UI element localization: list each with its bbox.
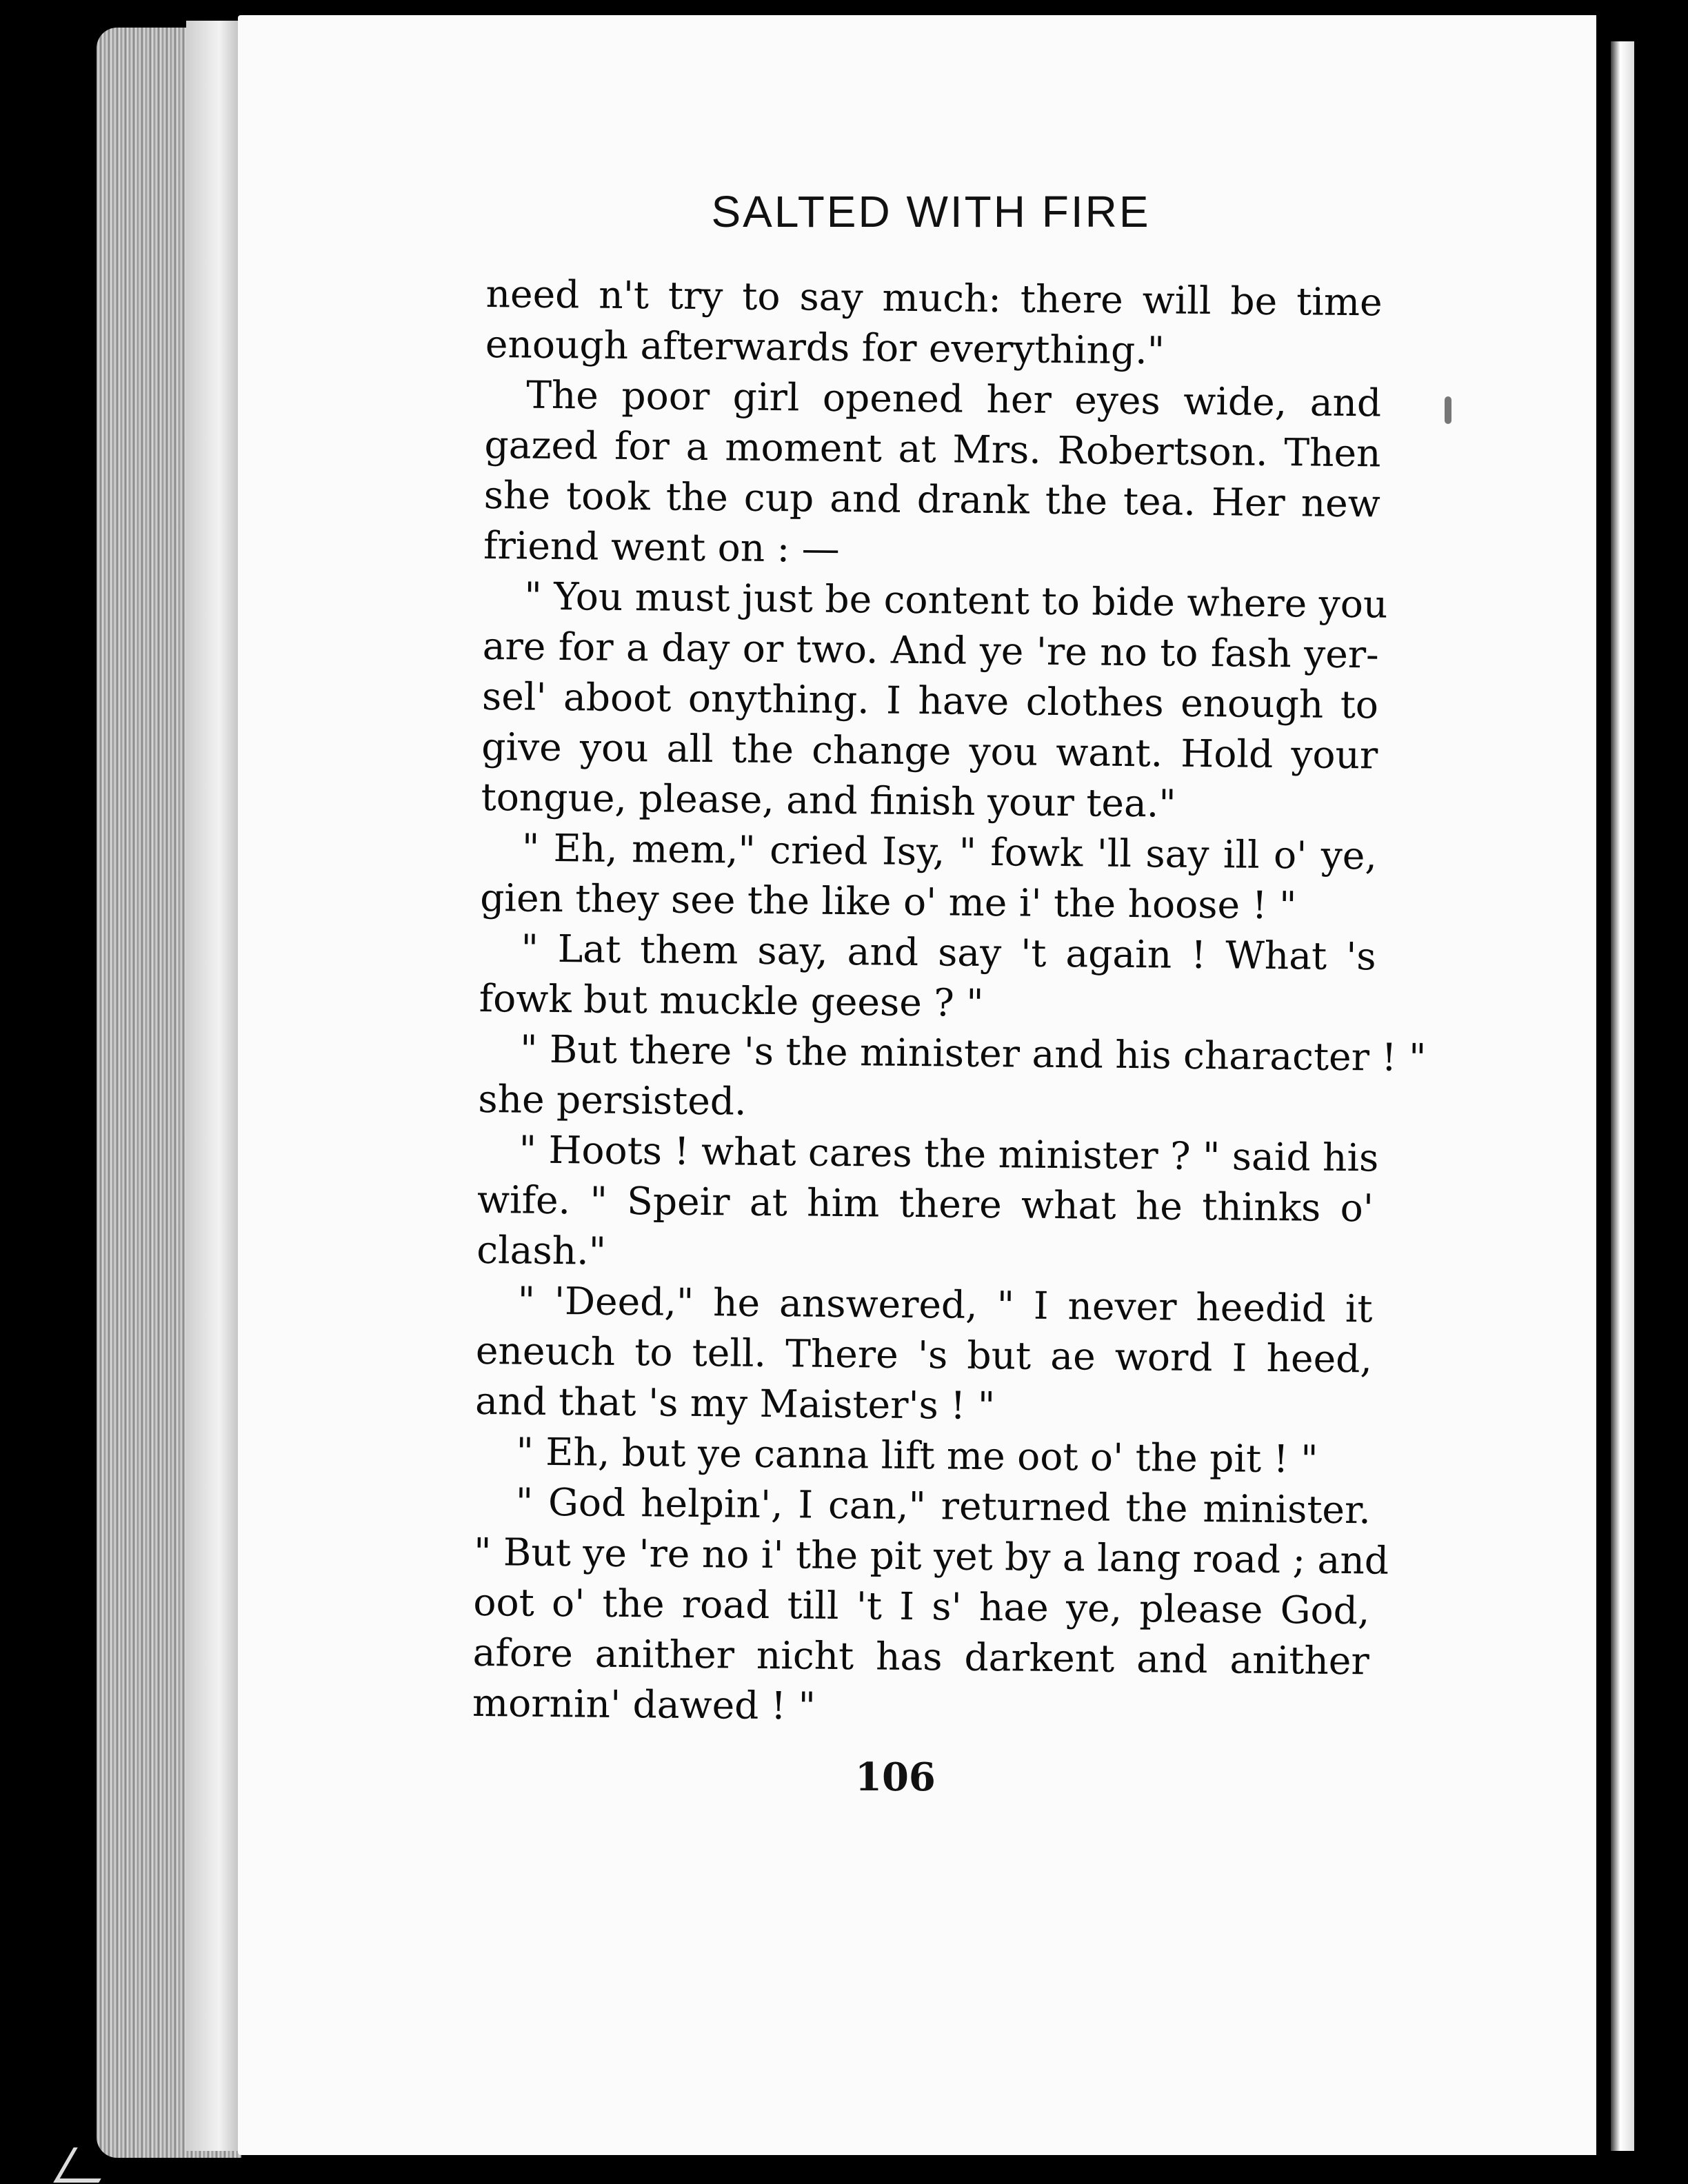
text-line: " 'Deed," he answered, " I never heedid it (517, 1278, 1373, 1331)
text-line: wife. " Speir at him there what he thinks o' (476, 1177, 1374, 1231)
text-line: " Eh, mem," cried Isy, " fowk 'll say ill o' ye, (521, 825, 1378, 878)
text-line: " You must just be content to bide where you (524, 574, 1388, 627)
text-line: fowk but muckle geese ? " (479, 975, 984, 1025)
running-head: SALTED WITH FIRE (711, 187, 1151, 236)
text-line: and that 's my Maister's ! " (474, 1378, 996, 1428)
text-line: " Hoots ! what cares the minister ? " said his (519, 1127, 1379, 1180)
text-line: sel' aboot onything. I have clothes enough to (481, 674, 1379, 727)
text-line: afore anither nicht has darkent and anither (472, 1630, 1369, 1684)
text-line: give you all the change you want. Hold your (481, 724, 1378, 778)
ink-smudge (1445, 396, 1451, 424)
text-line: gien they see the like o' me i' the hoose ! " (479, 875, 1297, 928)
right-gutter (1596, 0, 1688, 2184)
facing-page-edge (1611, 41, 1634, 2151)
text-line: " Eh, but ye canna lift me oot o' the pit ! " (516, 1429, 1318, 1482)
text-line: she persisted. (478, 1076, 747, 1124)
page-edge-highlight (186, 21, 241, 2151)
text-line: eneuch to tell. There 's but ae word I heed, (475, 1328, 1373, 1382)
page-number: 106 (855, 1755, 936, 1800)
text-line: friend went on : — (483, 523, 841, 571)
text-line: " God helpin', I can," returned the minister. (515, 1479, 1372, 1533)
text-line: " But ye 're no i' the pit yet by a lang road ; and (473, 1529, 1389, 1583)
text-line: clash." (476, 1227, 607, 1273)
text-line: are for a day or two. And ye 're no to fash yer- (482, 623, 1379, 677)
text-line: tongue, please, and finish your tea." (481, 774, 1176, 826)
corner-mark (53, 2147, 119, 2183)
text-line: " But there 's the minister and his character ! " (519, 1027, 1427, 1080)
text-line: The poor girl opened her eyes wide, and (525, 372, 1382, 425)
text-line: need n't try to say much: there will be time (485, 271, 1383, 325)
text-line: " Lat them say, and say 't again ! What 's (521, 926, 1376, 979)
text-line: mornin' dawed ! " (472, 1680, 816, 1728)
text-line: enough afterwards for everything." (485, 321, 1165, 373)
text-line: gazed for a moment at Mrs. Robertson. Then (484, 422, 1381, 476)
text-line: oot o' the road till 't I s' hae ye, please God, (473, 1579, 1370, 1633)
body-text (472, 269, 1427, 1737)
text-line: she took the cup and drank the tea. Her new (483, 472, 1381, 526)
